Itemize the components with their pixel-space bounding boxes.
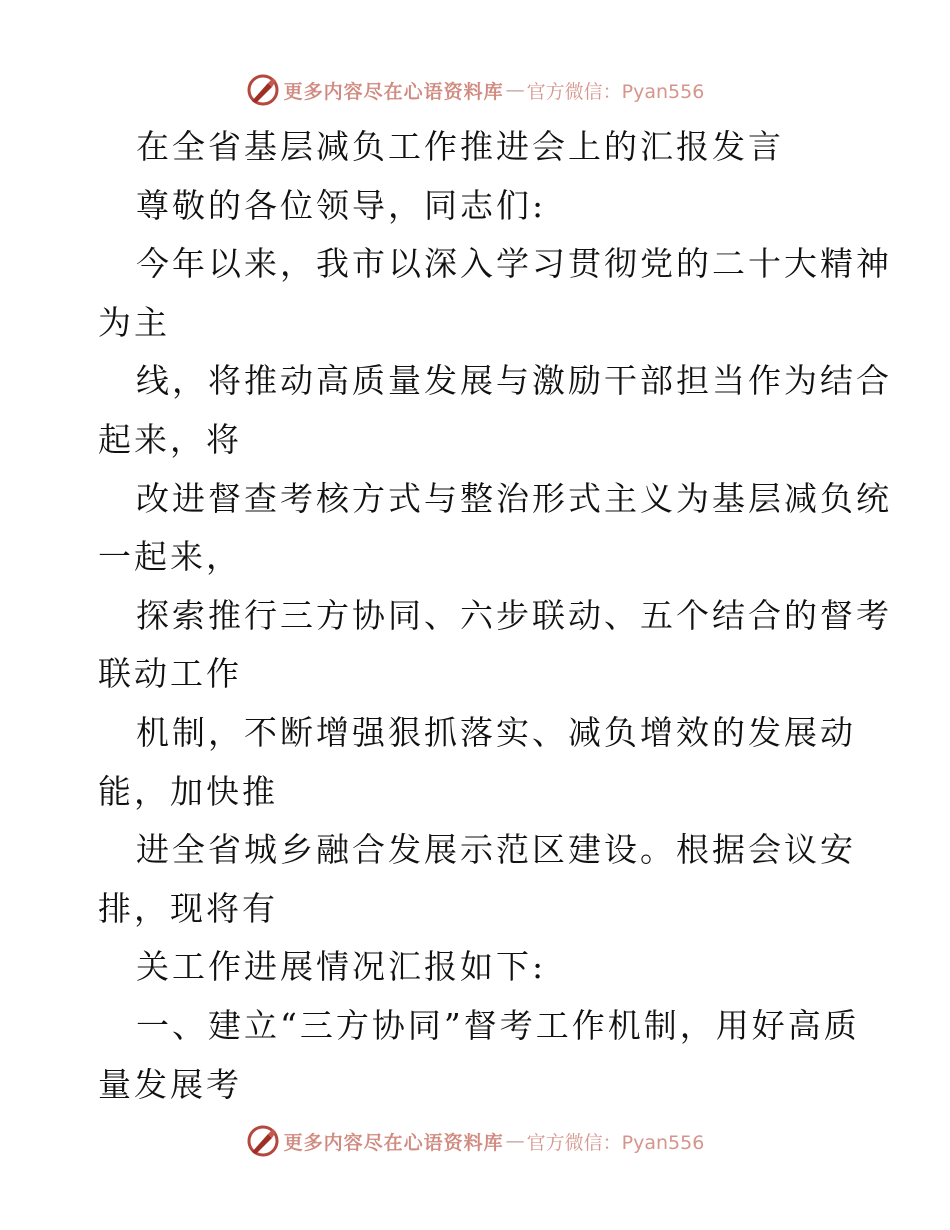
text-line: 改进督查考核方式与整治形式主义为基层减负统 (136, 478, 892, 518)
text-line: 排，现将有 (98, 888, 278, 928)
watermark-site-text: 更多内容尽在心语资料库 (283, 80, 504, 103)
watermark-dash: — (505, 1130, 525, 1152)
watermark-site-text: 更多内容尽在心语资料库 (283, 1131, 504, 1154)
text-line: 起来，将 (98, 419, 242, 459)
document-body (98, 118, 892, 1114)
text-line: 今年以来，我市以深入学习贯彻党的二十大精神 (136, 244, 892, 284)
red-pen-logo-icon (246, 1124, 280, 1158)
watermark-dash: — (505, 79, 525, 101)
text-line: 能，加快推 (98, 771, 278, 811)
section-heading-line: 一、建立“三方协同”督考工作机制，用好高质 (136, 1005, 860, 1045)
document-title: 在全省基层减负工作推进会上的汇报发言 (136, 127, 784, 166)
text-line: 线，将推动高质量发展与激励干部担当作为结合 (136, 361, 892, 401)
text-line: 机制，不断增强狠抓落实、减负增效的发展动 (136, 712, 856, 752)
text-line: 关工作进展情况汇报如下: (136, 947, 547, 987)
text-line: 量发展考 (98, 1064, 242, 1104)
text-line: 为主 (98, 302, 170, 342)
greeting-line: 尊敬的各位领导，同志们: (136, 185, 547, 225)
text-line: 进全省城乡融合发展示范区建设。根据会议安 (136, 830, 856, 870)
text-line: 联动工作 (98, 654, 242, 694)
red-pen-logo-icon (246, 73, 280, 107)
text-line: 探索推行三方协同、六步联动、五个结合的督考 (136, 595, 892, 635)
header-watermark (0, 70, 950, 110)
watermark-contact-text: 官方微信：Pyan556 (526, 80, 705, 103)
text-line: 一起来， (98, 537, 242, 577)
footer-watermark (0, 1121, 950, 1161)
watermark-contact-text: 官方微信：Pyan556 (526, 1131, 705, 1154)
